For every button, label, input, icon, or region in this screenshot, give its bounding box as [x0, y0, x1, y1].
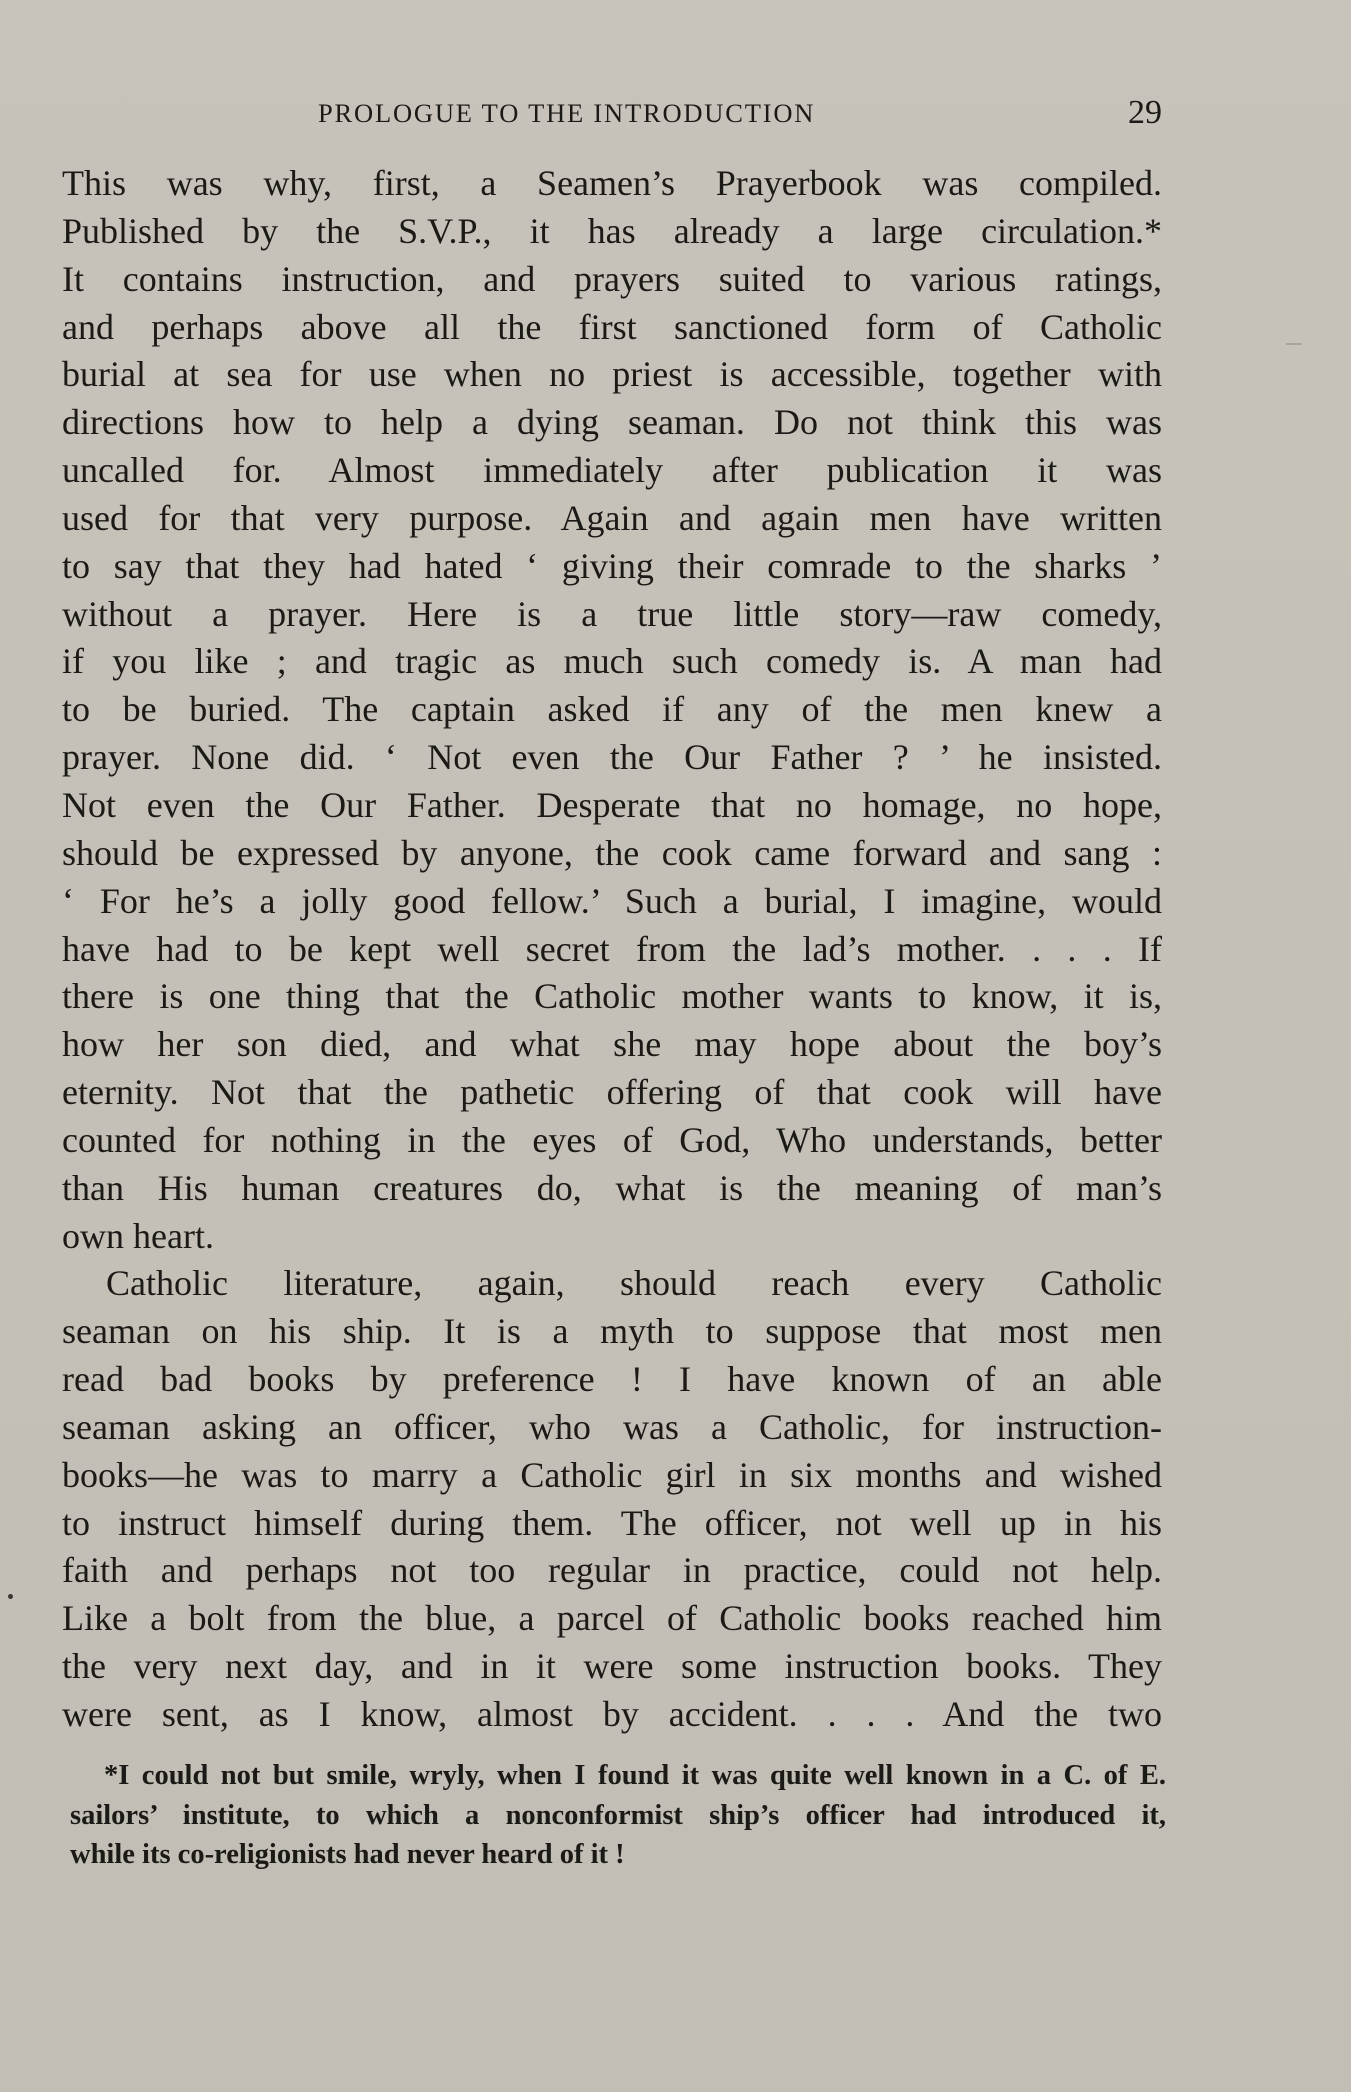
text-line: to say that they had hated ‘ giving their comrade to the sharks ’	[62, 545, 1162, 586]
footnote-line: while its co-religionists had never heard of it !	[70, 1839, 625, 1870]
footnote	[70, 1756, 1166, 1875]
text-line: This was why, first, a Seamen’s Prayerbook was compiled.	[62, 163, 1162, 203]
running-title: PROLOGUE TO THE INTRODUCTION	[318, 98, 816, 128]
text-line: used for that very purpose. Again and again men have written	[62, 497, 1162, 538]
margin-mark	[1286, 343, 1302, 345]
text-line: Like a bolt from the blue, a parcel of Catholic books reached him	[62, 1598, 1162, 1639]
text-line: were sent, as I know, almost by accident. . . . And the two	[62, 1694, 1162, 1734]
text-line: if you like ; and tragic as much such comedy is. A man had	[62, 641, 1162, 682]
page-number: 29	[1128, 94, 1162, 131]
text-line: and perhaps above all the first sanctioned form of Catholic	[62, 306, 1162, 347]
text-line: seaman asking an officer, who was a Catholic, for instruction-	[62, 1406, 1162, 1447]
footnote-line: sailors’ institute, to which a nonconformist ship’s officer had introduced it,	[70, 1799, 1166, 1831]
text-line: prayer. None did. ‘ Not even the Our Father ? ’ he insisted.	[62, 737, 1162, 778]
text-line: how her son died, and what she may hope about the boy’s	[62, 1024, 1162, 1065]
text-line: Not even the Our Father. Desperate that no homage, no hope,	[62, 784, 1162, 825]
text-line: the very next day, and in it were some instruction books. They	[62, 1646, 1162, 1687]
text-line: without a prayer. Here is a true little story—raw comedy,	[62, 593, 1162, 634]
text-line: should be expressed by anyone, the cook came forward and sang :	[62, 832, 1162, 873]
text-line: directions how to help a dying seaman. Do not think this was	[62, 402, 1162, 443]
text-line: Published by the S.V.P., it has already a large circulation.*	[62, 210, 1162, 251]
text-line: uncalled for. Almost immediately after publication it was	[62, 450, 1162, 491]
text-line: counted for nothing in the eyes of God, Who understands, better	[62, 1119, 1162, 1160]
text-line: seaman on his ship. It is a myth to suppose that most men	[62, 1311, 1162, 1352]
text-line-paragraph-start: Catholic literature, again, should reach every Catholic	[106, 1263, 1162, 1304]
text-line: to instruct himself during them. The officer, not well up in his	[62, 1502, 1162, 1543]
text-line-paragraph-end: own heart.	[62, 1215, 214, 1256]
text-line: there is one thing that the Catholic mother wants to know, it is,	[62, 976, 1162, 1017]
text-line: have had to be kept well secret from the lad’s mother. . . . If	[62, 928, 1162, 969]
footnote-line: *I could not but smile, wryly, when I found it was quite well known in a C. of E.	[104, 1760, 1166, 1791]
body-text	[62, 160, 1162, 1739]
text-line: eternity. Not that the pathetic offering of that cook will have	[62, 1072, 1162, 1113]
text-line: books—he was to marry a Catholic girl in six months and wished	[62, 1454, 1162, 1495]
text-line: It contains instruction, and prayers suited to various ratings,	[62, 258, 1162, 299]
text-line: to be buried. The captain asked if any of the men knew a	[62, 689, 1162, 730]
text-line: burial at sea for use when no priest is accessible, together with	[62, 354, 1162, 395]
text-line: than His human creatures do, what is the meaning of man’s	[62, 1167, 1162, 1208]
margin-speck	[8, 1594, 13, 1599]
text-line: ‘ For he’s a jolly good fellow.’ Such a burial, I imagine, would	[62, 880, 1162, 921]
text-line: faith and perhaps not too regular in practice, could not help.	[62, 1550, 1162, 1591]
text-line: read bad books by preference ! I have known of an able	[62, 1359, 1162, 1400]
